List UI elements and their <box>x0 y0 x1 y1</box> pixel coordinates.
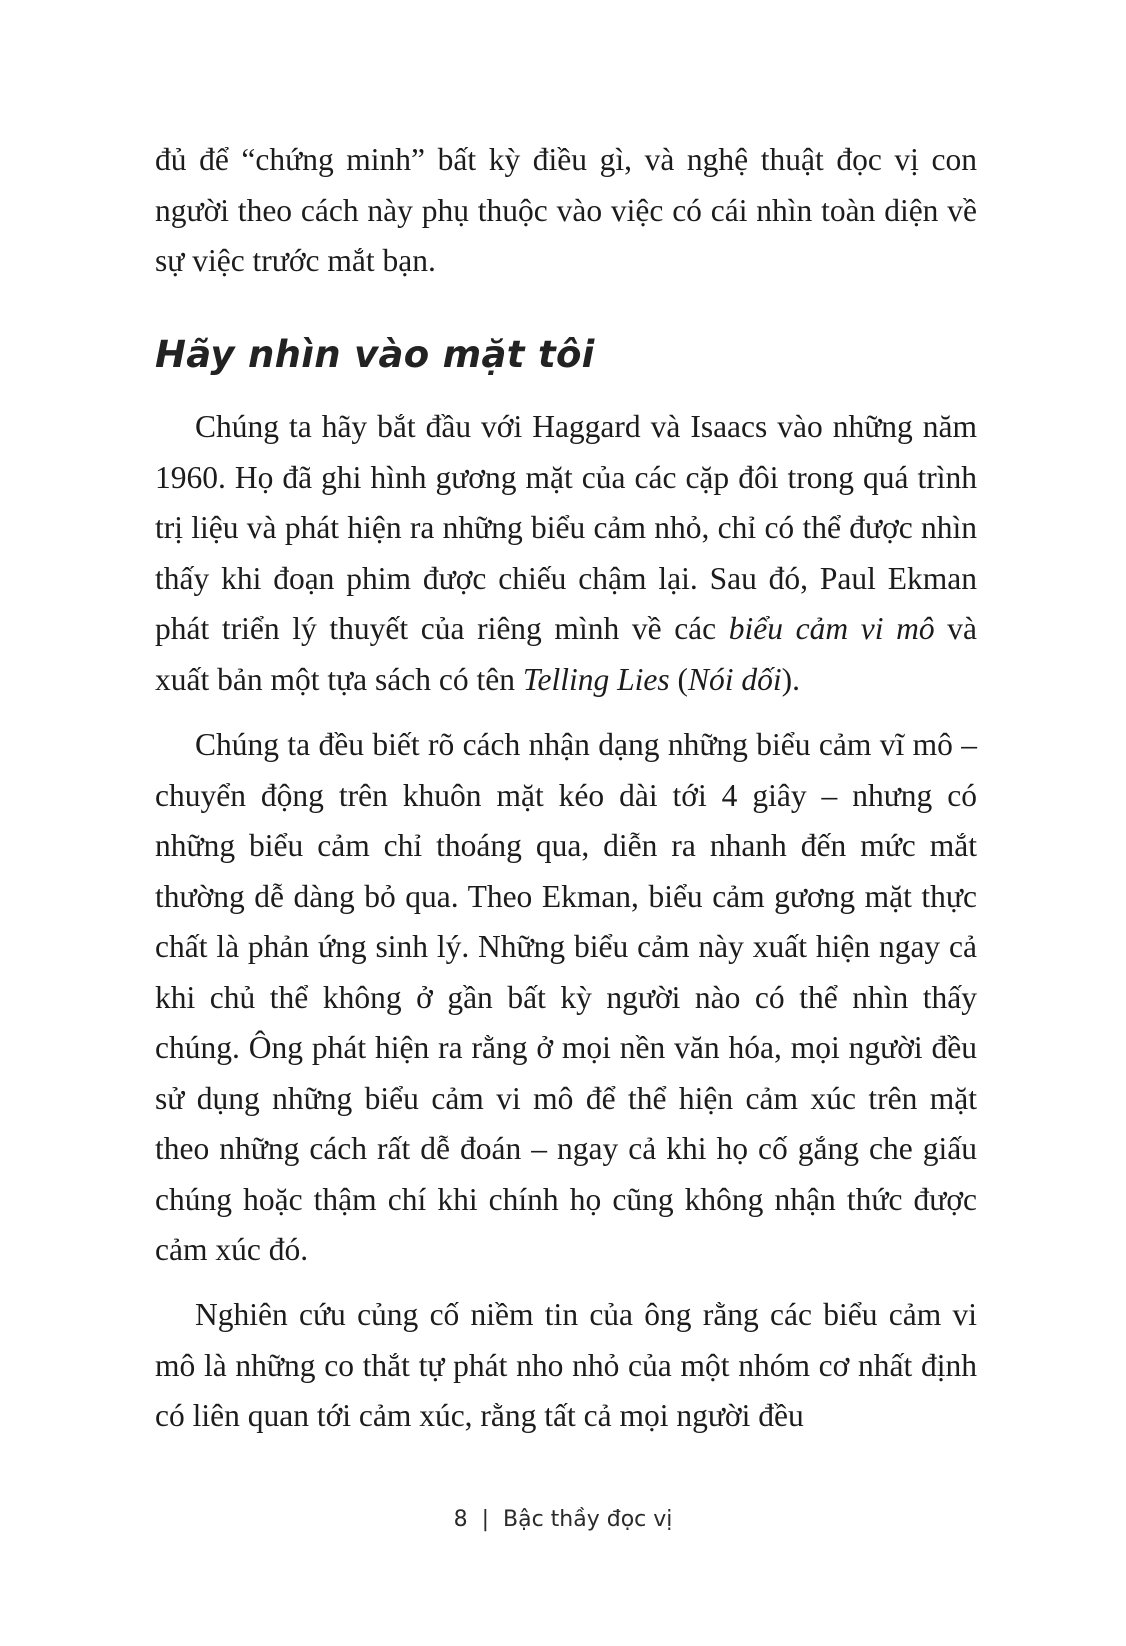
footer-separator: | <box>481 1507 490 1532</box>
paragraph-1-text-a: Chúng ta hãy bắt đầu với Haggard và Isaacs vào những năm 1960. Họ đã ghi hình gương mặt của các cặp đôi trong quá trình trị liệu và phát hiện ra những biểu cảm nhỏ, chỉ có thể được nhìn thấy khi đoạn phim được chiếu chậm lại. Sau đó, Paul Ekman phát triển lý thuyết của riêng mình về các <box>155 409 977 646</box>
page-footer <box>0 1505 1126 1535</box>
paragraph-1-text-b: và xuất bản một tựa sách có tên <box>155 611 978 697</box>
paragraph-3: Nghiên cứu củng cố niềm tin của ông rằng các biểu cảm vi mô là những co thắt tự phát nho nhỏ của một nhóm cơ nhất định có liên quan tới cảm xúc, rằng tất cả mọi người đều <box>155 1297 977 1433</box>
page-number: 8 <box>453 1507 468 1532</box>
intro-paragraph: đủ để “chứng minh” bất kỳ điều gì, và nghệ thuật đọc vị con người theo cách này phụ thuộc vào việc có cái nhìn toàn diện về sự việc trước mắt bạn. <box>155 142 977 278</box>
book-title-vietnamese: Nói dối <box>687 661 782 697</box>
paragraph-2: Chúng ta đều biết rõ cách nhận dạng những biểu cảm vĩ mô – chuyển động trên khuôn mặt kéo dài tới 4 giây – nhưng có những biểu cảm chỉ thoáng qua, diễn ra nhanh đến mức mắt thường dễ dàng bỏ qua. Theo Ekman, biểu cảm gương mặt thực chất là phản ứng sinh lý. Những biểu cảm này xuất hiện ngay cả khi chủ thể không ở gần bất kỳ người nào có thể nhìn thấy chúng. Ông phát hiện ra rằng ở mọi nền văn hóa, mọi người đều sử dụng những biểu cảm vi mô để thể hiện cảm xúc trên mặt theo những cách rất dễ đoán – ngay cả khi họ cố gắng che giấu chúng hoặc thậm chí khi chính họ cũng không nhận thức được cảm xúc đó. <box>155 727 977 1267</box>
paragraph-1 <box>155 402 977 705</box>
running-book-title: Bậc thầy đọc vị <box>503 1507 673 1532</box>
term-micro-expression: biểu cảm vi mô <box>728 611 935 646</box>
paragraph-1-text-c: ( <box>669 661 688 697</box>
paragraph-1-text-d: ). <box>781 661 800 697</box>
section-heading: Hãy nhìn vào mặt tôi <box>155 333 595 376</box>
book-title-english: Telling Lies <box>522 661 670 697</box>
